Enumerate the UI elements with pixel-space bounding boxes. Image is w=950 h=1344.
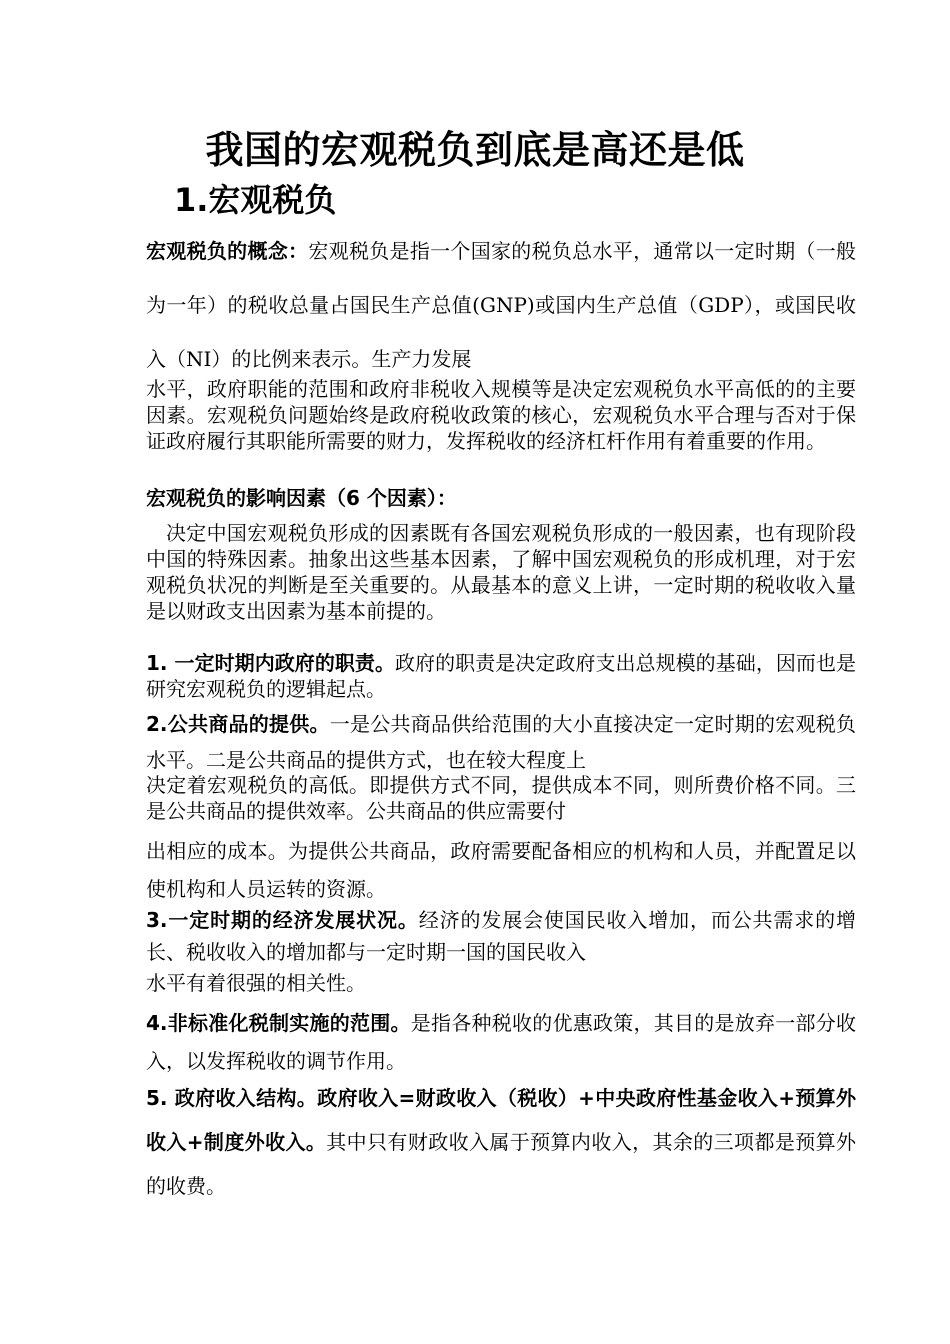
section-heading: 1.宏观税负 xyxy=(174,181,337,219)
factor-5-lead: 5. 政府收入结构。政府收入=财政收入（税收）+中央政府性基金收入+预算外收入+制度外收入。 xyxy=(146,1086,856,1154)
factor-3-block-a xyxy=(146,904,856,968)
factor-2-lead: 2.公共商品的提供。 xyxy=(146,712,330,736)
factors-heading-block xyxy=(146,484,856,512)
factor-1-lead: 1. 一定时期内政府的职责。 xyxy=(146,651,396,675)
concept-text-a: 宏观税负是指一个国家的税负总水平，通常以一定时期（一般为一年）的税收总量占国民生产总值(GNP)或国内生产总值（GDP），或国民收入（NI）的比例来表示。生产力发展 xyxy=(146,239,857,371)
factor-1-block xyxy=(146,650,856,702)
factor-4-block xyxy=(146,1004,856,1080)
factors-heading: 宏观税负的影响因素（6 个因素）： xyxy=(146,486,457,510)
factor-3-lead: 3.一定时期的经济发展状况。 xyxy=(146,908,419,932)
factor-4-lead: 4.非标准化税制实施的范围。 xyxy=(146,1011,411,1035)
factor-4-text: 是指各种税收的优惠政策，其目的是放弃一部分收入，以发挥税收的调节作用。 xyxy=(146,1011,857,1073)
factor-3-block-b xyxy=(146,970,856,996)
factor-3-text-b: 水平有着很强的相关性。 xyxy=(146,971,366,995)
factor-5-block xyxy=(146,1076,856,1208)
factor-2-block-c xyxy=(146,832,856,908)
concept-text-b: 水平，政府职能的范围和政府非税收入规模等是决定宏观税负水平高低的的主要因素。宏观税负问题始终是政府税收政策的核心，宏观税负水平合理与否对于保证政府履行其职能所需要的财力，发挥税收的经济杠杆作用有着重要的作用。 xyxy=(146,377,856,453)
factor-2-text-b: 决定着宏观税负的高低。即提供方式不同，提供成本不同，则所费价格不同。三是公共商品的提供效率。公共商品的供应需要付 xyxy=(146,773,856,823)
factors-intro-block xyxy=(146,520,856,624)
concept-paragraph-b xyxy=(146,376,856,454)
factor-2-block-b xyxy=(146,772,856,824)
document-title: 我国的宏观税负到底是高还是低 xyxy=(205,128,745,172)
concept-paragraph-a xyxy=(146,224,856,386)
concept-lead: 宏观税负的概念： xyxy=(146,239,309,263)
factor-5-text: 其中只有财政收入属于预算内收入，其余的三项都是预算外的收费。 xyxy=(146,1130,856,1198)
factor-3-text-a: 经济的发展会使国民收入增加，而公共需求的增长、税收收入的增加都与一定时期一国的国民收入 xyxy=(146,908,857,964)
factor-2-text-c: 出相应的成本。为提供公共商品，政府需要配备相应的机构和人员，并配置足以使机构和人员运转的资源。 xyxy=(146,839,856,901)
factor-2-block-a xyxy=(146,706,856,778)
factor-1-text: 政府的职责是决定政府支出总规模的基础，因而也是研究宏观税负的逻辑起点。 xyxy=(146,651,856,701)
factor-2-text-a: 一是公共商品供给范围的大小直接决定一定时期的宏观税负水平。二是公共商品的提供方式，也在较大程度上 xyxy=(146,712,857,772)
factors-intro: 决定中国宏观税负形成的因素既有各国宏观税负形成的一般因素，也有现阶段中国的特殊因素。抽象出这些基本因素，了解中国宏观税负的形成机理，对于宏观税负状况的判断是至关重要的。从最基本的意义上讲，一定时期的税收收入量是以财政支出因素为基本前提的。 xyxy=(146,521,856,623)
